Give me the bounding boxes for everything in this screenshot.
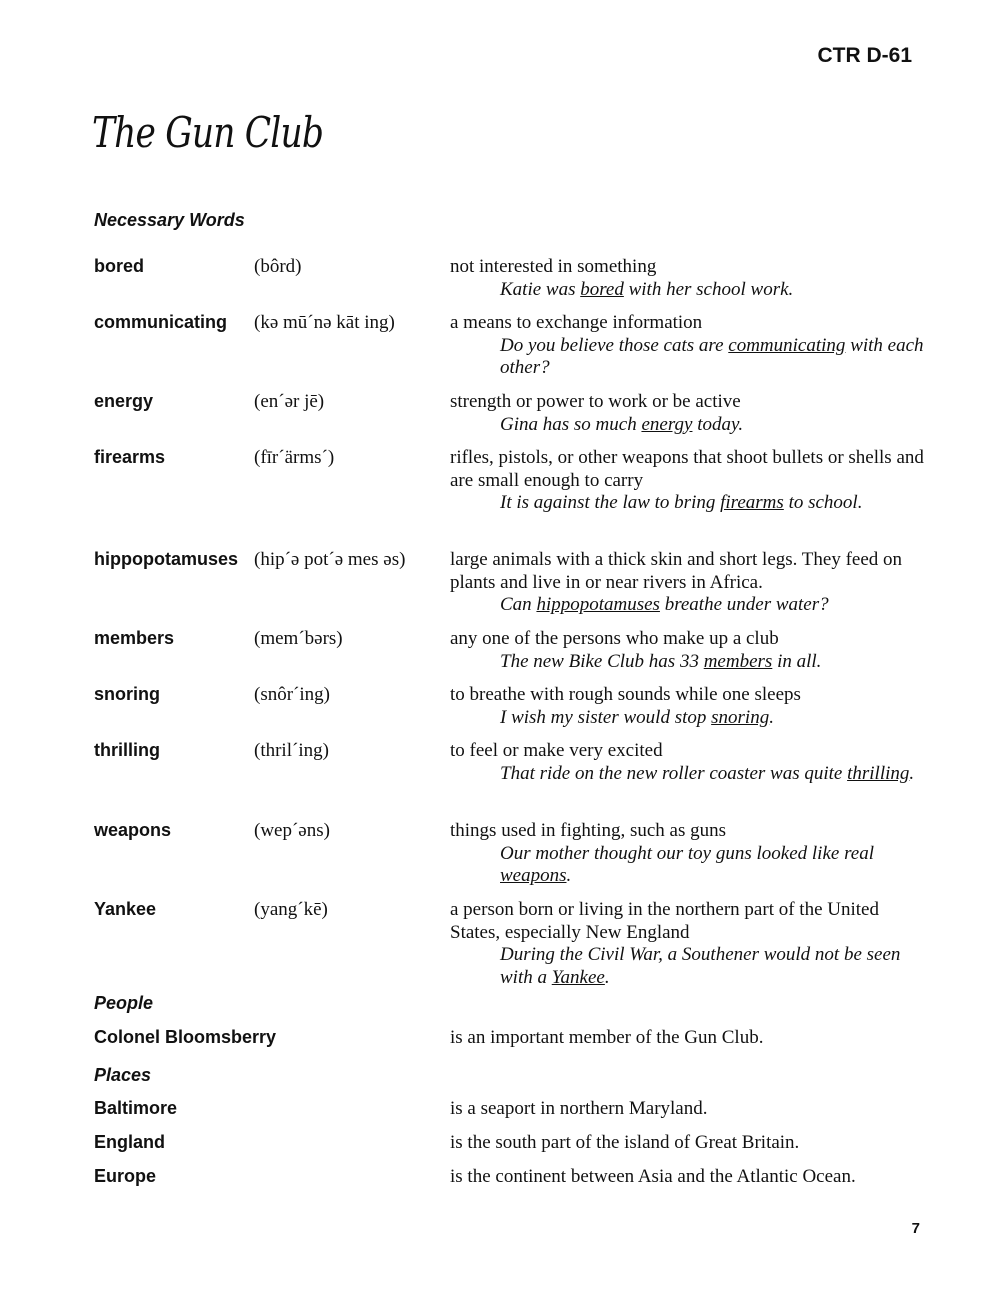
page-number: 7 (911, 1220, 920, 1237)
section-heading-places: Places (94, 1065, 152, 1085)
word-pronunciation: (kə mū´nə kāt ing) (254, 312, 395, 333)
place-name: Europe (94, 1166, 157, 1186)
underlined-word: snoring (711, 706, 770, 728)
underlined-word: firearms (720, 492, 784, 513)
definition-text: to feel or make very excited (450, 740, 663, 761)
document-code: CTR D-61 (817, 44, 912, 67)
example-text: today. (692, 413, 744, 435)
example-sentence (450, 492, 930, 515)
word-term: Yankee (94, 899, 157, 919)
example-text: Gina has so much (500, 413, 642, 435)
definition-text: to breathe with rough sounds while one sleeps (450, 684, 801, 705)
word-definition (450, 447, 930, 515)
word-definition (450, 628, 930, 673)
word-pronunciation: (fīr´ärms´) (254, 447, 335, 468)
example-text: . (909, 762, 915, 784)
example-text: Do you believe those cats are (500, 334, 729, 356)
word-definition (450, 899, 930, 989)
person-name: Colonel Bloomsberry (94, 1027, 277, 1047)
example-sentence (450, 763, 930, 786)
definition-text: things used in fighting, such as guns (450, 820, 727, 841)
example-sentence (450, 651, 930, 674)
example-text: Katie was (500, 278, 581, 300)
example-text: in all. (772, 650, 822, 672)
word-term: weapons (94, 820, 172, 840)
example-sentence (450, 707, 930, 730)
example-text: It is against the law to bring (500, 492, 721, 513)
example-text: . (604, 966, 610, 988)
example-text: . (769, 706, 774, 728)
example-text: breathe under water? (659, 594, 829, 615)
definition-text: large animals with a thick skin and short legs. They feed on plants and live in or near rivers in Africa. (450, 549, 903, 593)
word-term: members (94, 628, 175, 648)
word-term: communicating (94, 312, 228, 332)
word-pronunciation: (mem´bərs) (254, 628, 343, 649)
word-pronunciation: (snôr´ing) (254, 684, 330, 705)
underlined-word: bored (580, 278, 624, 300)
word-definition (450, 549, 930, 617)
word-pronunciation: (bôrd) (254, 256, 302, 277)
person-description: is an important member of the Gun Club. (450, 1027, 764, 1048)
place-description: is the continent between Asia and the Atlantic Ocean. (450, 1166, 856, 1187)
example-text: with her school work. (623, 278, 794, 300)
underlined-word: hippopotamuses (536, 594, 660, 615)
section-heading-necessary-words: Necessary Words (94, 210, 245, 230)
place-description: is a seaport in northern Maryland. (450, 1098, 708, 1119)
word-pronunciation: (en´ər jē) (254, 391, 325, 412)
word-pronunciation: (yang´kē) (254, 899, 328, 920)
place-name: England (94, 1132, 165, 1152)
example-text: I wish my sister would stop (500, 706, 712, 728)
definition-text: not interested in something (450, 256, 657, 277)
example-text: That ride on the new roller coaster was quite (500, 762, 848, 784)
definition-text: strength or power to work or be active (450, 391, 741, 412)
word-pronunciation: (hip´ə pot´ə mes əs) (254, 549, 406, 570)
word-term: bored (94, 256, 145, 276)
definition-text: a means to exchange information (450, 312, 703, 333)
word-term: firearms (94, 447, 166, 467)
word-definition (450, 391, 930, 436)
word-term: energy (94, 391, 154, 411)
definition-text: rifles, pistols, or other weapons that shoot bullets or shells and are small enough to carry (450, 447, 924, 491)
example-sentence (450, 335, 930, 380)
place-name: Baltimore (94, 1098, 178, 1118)
example-text: to school. (783, 492, 863, 513)
definition-text: any one of the persons who make up a club (450, 628, 779, 649)
word-definition (450, 312, 930, 380)
underlined-word: energy (641, 413, 693, 435)
place-description: is the south part of the island of Great Britain. (450, 1132, 800, 1153)
word-definition (450, 256, 930, 301)
underlined-word: thrilling (847, 762, 910, 784)
example-text: . (566, 865, 572, 886)
word-term: thrilling (94, 740, 160, 760)
example-sentence (450, 944, 930, 989)
word-definition (450, 684, 930, 729)
example-sentence (450, 843, 930, 888)
example-sentence (450, 279, 930, 302)
word-pronunciation: (thril´ing) (254, 740, 329, 761)
word-term: snoring (94, 684, 160, 704)
example-text: with each other? (500, 334, 924, 378)
underlined-word: communicating (728, 334, 846, 356)
underlined-word: Yankee (551, 966, 605, 988)
word-pronunciation: (wep´əns) (254, 820, 330, 841)
underlined-word: weapons (500, 865, 567, 886)
underlined-word: members (703, 650, 773, 672)
word-definition (450, 740, 930, 785)
example-sentence (450, 414, 930, 437)
example-text: Can (500, 594, 537, 615)
example-sentence (450, 594, 930, 617)
example-text: The new Bike Club has 33 (500, 650, 704, 672)
section-heading-people: People (94, 993, 154, 1013)
definition-text: a person born or living in the northern part of the United States, especially New England (450, 899, 879, 943)
word-definition (450, 820, 930, 888)
page-title: The Gun Club (92, 108, 324, 157)
example-text: Our mother thought our toy guns looked like real (500, 842, 874, 864)
word-term: hippopotamuses (94, 549, 239, 569)
example-text: During the Civil War, a Southener would not be seen with a (500, 944, 901, 988)
